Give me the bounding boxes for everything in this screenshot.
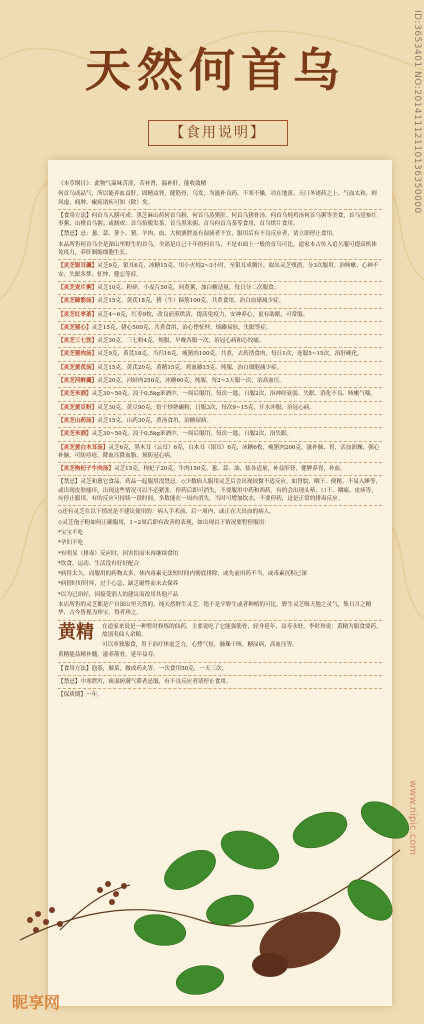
huangjing-text-1: 在道家来说是一种暂时修炼的仙药，主要说吃了它能强筋骨，轻身延年，益寿永驻。李时珍说：黄精为服食要药，故别名仙人余粮。 — [102, 623, 382, 638]
recipe-text: 灵芝30~50克，浸于0.5kg米酒中，一周后服用，每次一匙，日服2次，治神经衰弱、失眠、消化不良、咳嗽气喘。 — [91, 391, 377, 398]
notes-list — [58, 519, 382, 599]
recipe-item — [58, 297, 382, 308]
recipe-text: 灵芝6克，黑木耳（云耳）6克，白木耳（银耳）6克，冰糖6枚，瘦猪肉200克，滋补肺、胃，活血润燥，强心补脑，可防痔疮，降血压降血脂，预防冠心病。 — [58, 444, 380, 459]
page-title: 天然何首乌 — [85, 43, 345, 97]
recipe-item — [58, 377, 382, 388]
recipe-text: 灵芝30克，黄豆90克，焙干炒熟碾粉，日服3次，每次9~15克，开水冲服，治冠心病。 — [97, 404, 315, 411]
note-item: *有明显（排毒）反应时，因害怕而未再继续食用 — [58, 550, 179, 557]
notes-intro: ◇还有灵芝在以下情况是不建议使用的：病人手术前、后一周内，或正在大出血的病人。 — [58, 509, 275, 516]
recipe-text: 灵芝9克，银耳6克，冰糖15克，用小火炖2~3小时，至银耳成稠汁，取出灵芝残渣，分3次服用。治咳嗽、心神不安、失眠多梦、怔忡、健忘等症。 — [58, 263, 379, 278]
recipe-name: 【灵芝山药汤】 — [58, 417, 98, 424]
berry-cluster — [27, 881, 127, 933]
recipe-item — [58, 284, 382, 295]
recipe-name: 【灵芝米酒】 — [58, 391, 92, 398]
huangjing-text-2: 可以单独服食，用于治疗体虚乏力，心悸气短，肺燥干咳，糖尿病，高血压等。 — [102, 642, 298, 649]
huangjing-title: 黄精 — [58, 621, 94, 643]
recipe-name: 【灵芝银耳羹】 — [58, 263, 98, 270]
note-item: *病情时好时坏，过于心急，缺乏耐性而未去保养 — [58, 581, 179, 588]
recipe-name: 【灵芝猪肉汤】 — [58, 351, 98, 358]
taboo-short: 【禁忌】忌：葱、蒜、萝卜、猪、羊肉、血、大便溏泄及有湿痰者不宜，服用后有不良反应者，请立即停止食用。 — [58, 231, 338, 238]
note-item: *宝宝不吃 — [58, 529, 84, 536]
recipe-text: 灵芝15克，枸杞子20克，牛肉150克，葱、蒜、油、盐各适量，补益肝肾，健脾养胃，补血。 — [113, 466, 346, 473]
huangjing-shelf-life: 【保质期】一年。 — [58, 692, 103, 699]
recipe-name: 【灵芝黄白木耳汤】 — [58, 444, 109, 451]
note-item: *饮食、运动、生活没有好好配合 — [58, 560, 140, 567]
note-item: ◇灵芝孢子粉如何正确服用，1~2周后即有改善的表现，如出现以下情况要暂停服用： — [58, 519, 270, 526]
note-item: *孕妇不吃 — [58, 540, 84, 547]
recipe-text: 灵芝4~6克，红枣9枚，改良前煎烘清，提高免疫力，安神养心，更有助眠，可常服。 — [97, 311, 309, 318]
recipe-text: 灵芝20克，河蚌肉250克，冰糖60克，炖服，每2~3天服一次，治高血压。 — [97, 378, 285, 385]
usage-method: 【食用方法】何首乌入膳可成：黑芝麻山药何首乌粉、何首乌蒸猪肝、何首乌猪骨汤、何首乌炖鸡汤何首乌粥等美食，首乌党参红枣粥、山楂首乌粥；或制成：首乌怡脱发茶、首乌黑米粥、首乌何首乌茶等食用，首乌烘片食用。 — [58, 212, 377, 228]
recipe-name: 【灵芝麦片粥】 — [58, 284, 98, 291]
recipe-text: 灵芝15克，黄芪20克，黄精15克，鸡血藤15克，炖服，治白细胞减少症。 — [97, 364, 283, 371]
recipe-name: 【灵芝黄豆粉】 — [58, 404, 98, 411]
huangjing-section — [58, 623, 382, 700]
recipe-item — [58, 430, 382, 441]
recipe-name: 【灵芝河鲜羹】 — [58, 378, 98, 385]
site-logo: 昵享网 — [12, 993, 61, 1012]
recipe-text: 灵芝10克，粉碎，小麦片50克，同煮粥，加白糖适量，每日分二次服食。 — [97, 284, 280, 291]
id-watermark: ID:3653401 NO:20141112110136350000 — [412, 10, 422, 214]
recipe-item — [58, 262, 382, 282]
note-item: *以为已治好，因接受别人的建议而改用其他产品 — [58, 591, 179, 598]
recipe-name: 【灵芝米酒】 — [58, 431, 92, 438]
recipe-item — [58, 465, 382, 476]
recipe-name: 【灵芝黄芪汤】 — [58, 364, 98, 371]
recipe-list — [58, 262, 382, 476]
content-body — [58, 180, 382, 702]
recipe-item — [58, 337, 382, 348]
recipe-item — [58, 364, 382, 375]
intro-line-1: 《本草纲目》：此物气温味苦涩，苦补肾，温补肝，能收敛精 — [58, 181, 207, 187]
recipe-name: 【灵芝红枣茶】 — [58, 311, 98, 318]
usage-instructions-heading: 【食用说明】 — [148, 120, 288, 146]
intro-line-2: 何首乌成品气，所以能养血益肝，固精益肾，健筋骨，乌发，为滋补良药，不寒不燥，功在地黄、天门冬诸药之上。气血太和，则风虚、痈肿、瘰疬诸疾可知（除）矣。 — [58, 190, 382, 210]
recipe-text: 灵芝15克，山药30克，煮汤食用，治糖尿病。 — [97, 417, 213, 424]
recipe-name: 【灵芝枸杞子牛肉汤】 — [58, 466, 114, 473]
recipe-item — [58, 390, 382, 401]
recipe-item — [58, 311, 382, 322]
recipe-text: 灵芝15克，猪心500克，共煮食用，治心悸怔忡，烦躁易惊，失眠等症。 — [91, 324, 272, 331]
origin-text: 本品所售何首乌全是深山里野生的首乌，全部是自己十年的何首乌，不是市面上一般的首乌可比，道家本古传入追久服可提高机体免疫力，养肝制缩细胞生长。 — [58, 241, 382, 261]
recipe-item — [58, 404, 382, 415]
recipe-text: 灵芝9克，黄芪18克，当归16克，瘦猪肉100克，共煮，去药渣食肉，每日1次，连服5~15次，治肝硬化。 — [97, 351, 363, 358]
recipe-name: 【灵芝蹄筋汤】 — [58, 298, 98, 305]
recipe-text: 灵芝30克，三七粉4克，炖服，早晚各服一次，治冠心病和心绞痛。 — [97, 338, 265, 345]
recipe-name: 【灵芝猪心】 — [58, 324, 92, 331]
recipe-item — [58, 417, 382, 428]
root-tuber — [252, 901, 349, 979]
note-item: *病得太久，而服用的药物太多，体内毒素无法短时间内彻底排除，或先前用药不当，或毒素沉积已深 — [58, 571, 307, 578]
recipe-item — [58, 324, 382, 335]
closing-text: 本店所售的灵芝都是产自深山里天然的，纯天然野生灵芝，绝不是平野生或者种植的可比，野生灵芝吸天地之灵气，集日月之精华，古今皆视为珍宝，得者珍之。 — [58, 601, 382, 621]
taboo-long: 【禁忌】灵芝和蒽它食品、药品一起服用没禁忌。◇少数病人服用灵芝后会出现较微不适反应，如胃脘、咽干、便秘、不易入睡等，或出现皮肤瘙痒，出现这些情况可以不必紧张，停药后即可消失，不要服用中药和西药，有的会出现头晕、口干、咽痛、皮疹等，应停止服用，有的反应可持续一段时间，多数能在一周内消失，当时可增加饮水，不要停药，这是正常的排毒反应。 — [58, 478, 382, 506]
recipe-text: 灵芝30~50克，浸于0.5kg米酒中，一周后服用，每次一匙，日服2次，治失眠。 — [91, 431, 293, 438]
recipe-name: 【灵芝三七饮】 — [58, 338, 98, 345]
recipe-text: 灵芝15克，黄芪18克，猪（牛）蹄筋100克，共煮食用，治白血球减少症。 — [97, 298, 285, 305]
huangjing-text-3: 黄精能益精补髓，滋养筋骨，延年益寿。 — [58, 651, 382, 662]
recipe-item — [58, 350, 382, 361]
huangjing-taboo: 【禁忌】中寒泄泻，痰湿痞满气滞者忌服，有不良反应者请停止食用。 — [58, 678, 382, 689]
huangjing-usage: 【食用方法】泡茶，做菜，做成药丸等。一次食用50克，一天三次。 — [58, 665, 382, 676]
plant-illustration — [0, 790, 424, 1024]
site-watermark: www.nipic.com — [407, 780, 418, 856]
recipe-item — [58, 444, 382, 464]
